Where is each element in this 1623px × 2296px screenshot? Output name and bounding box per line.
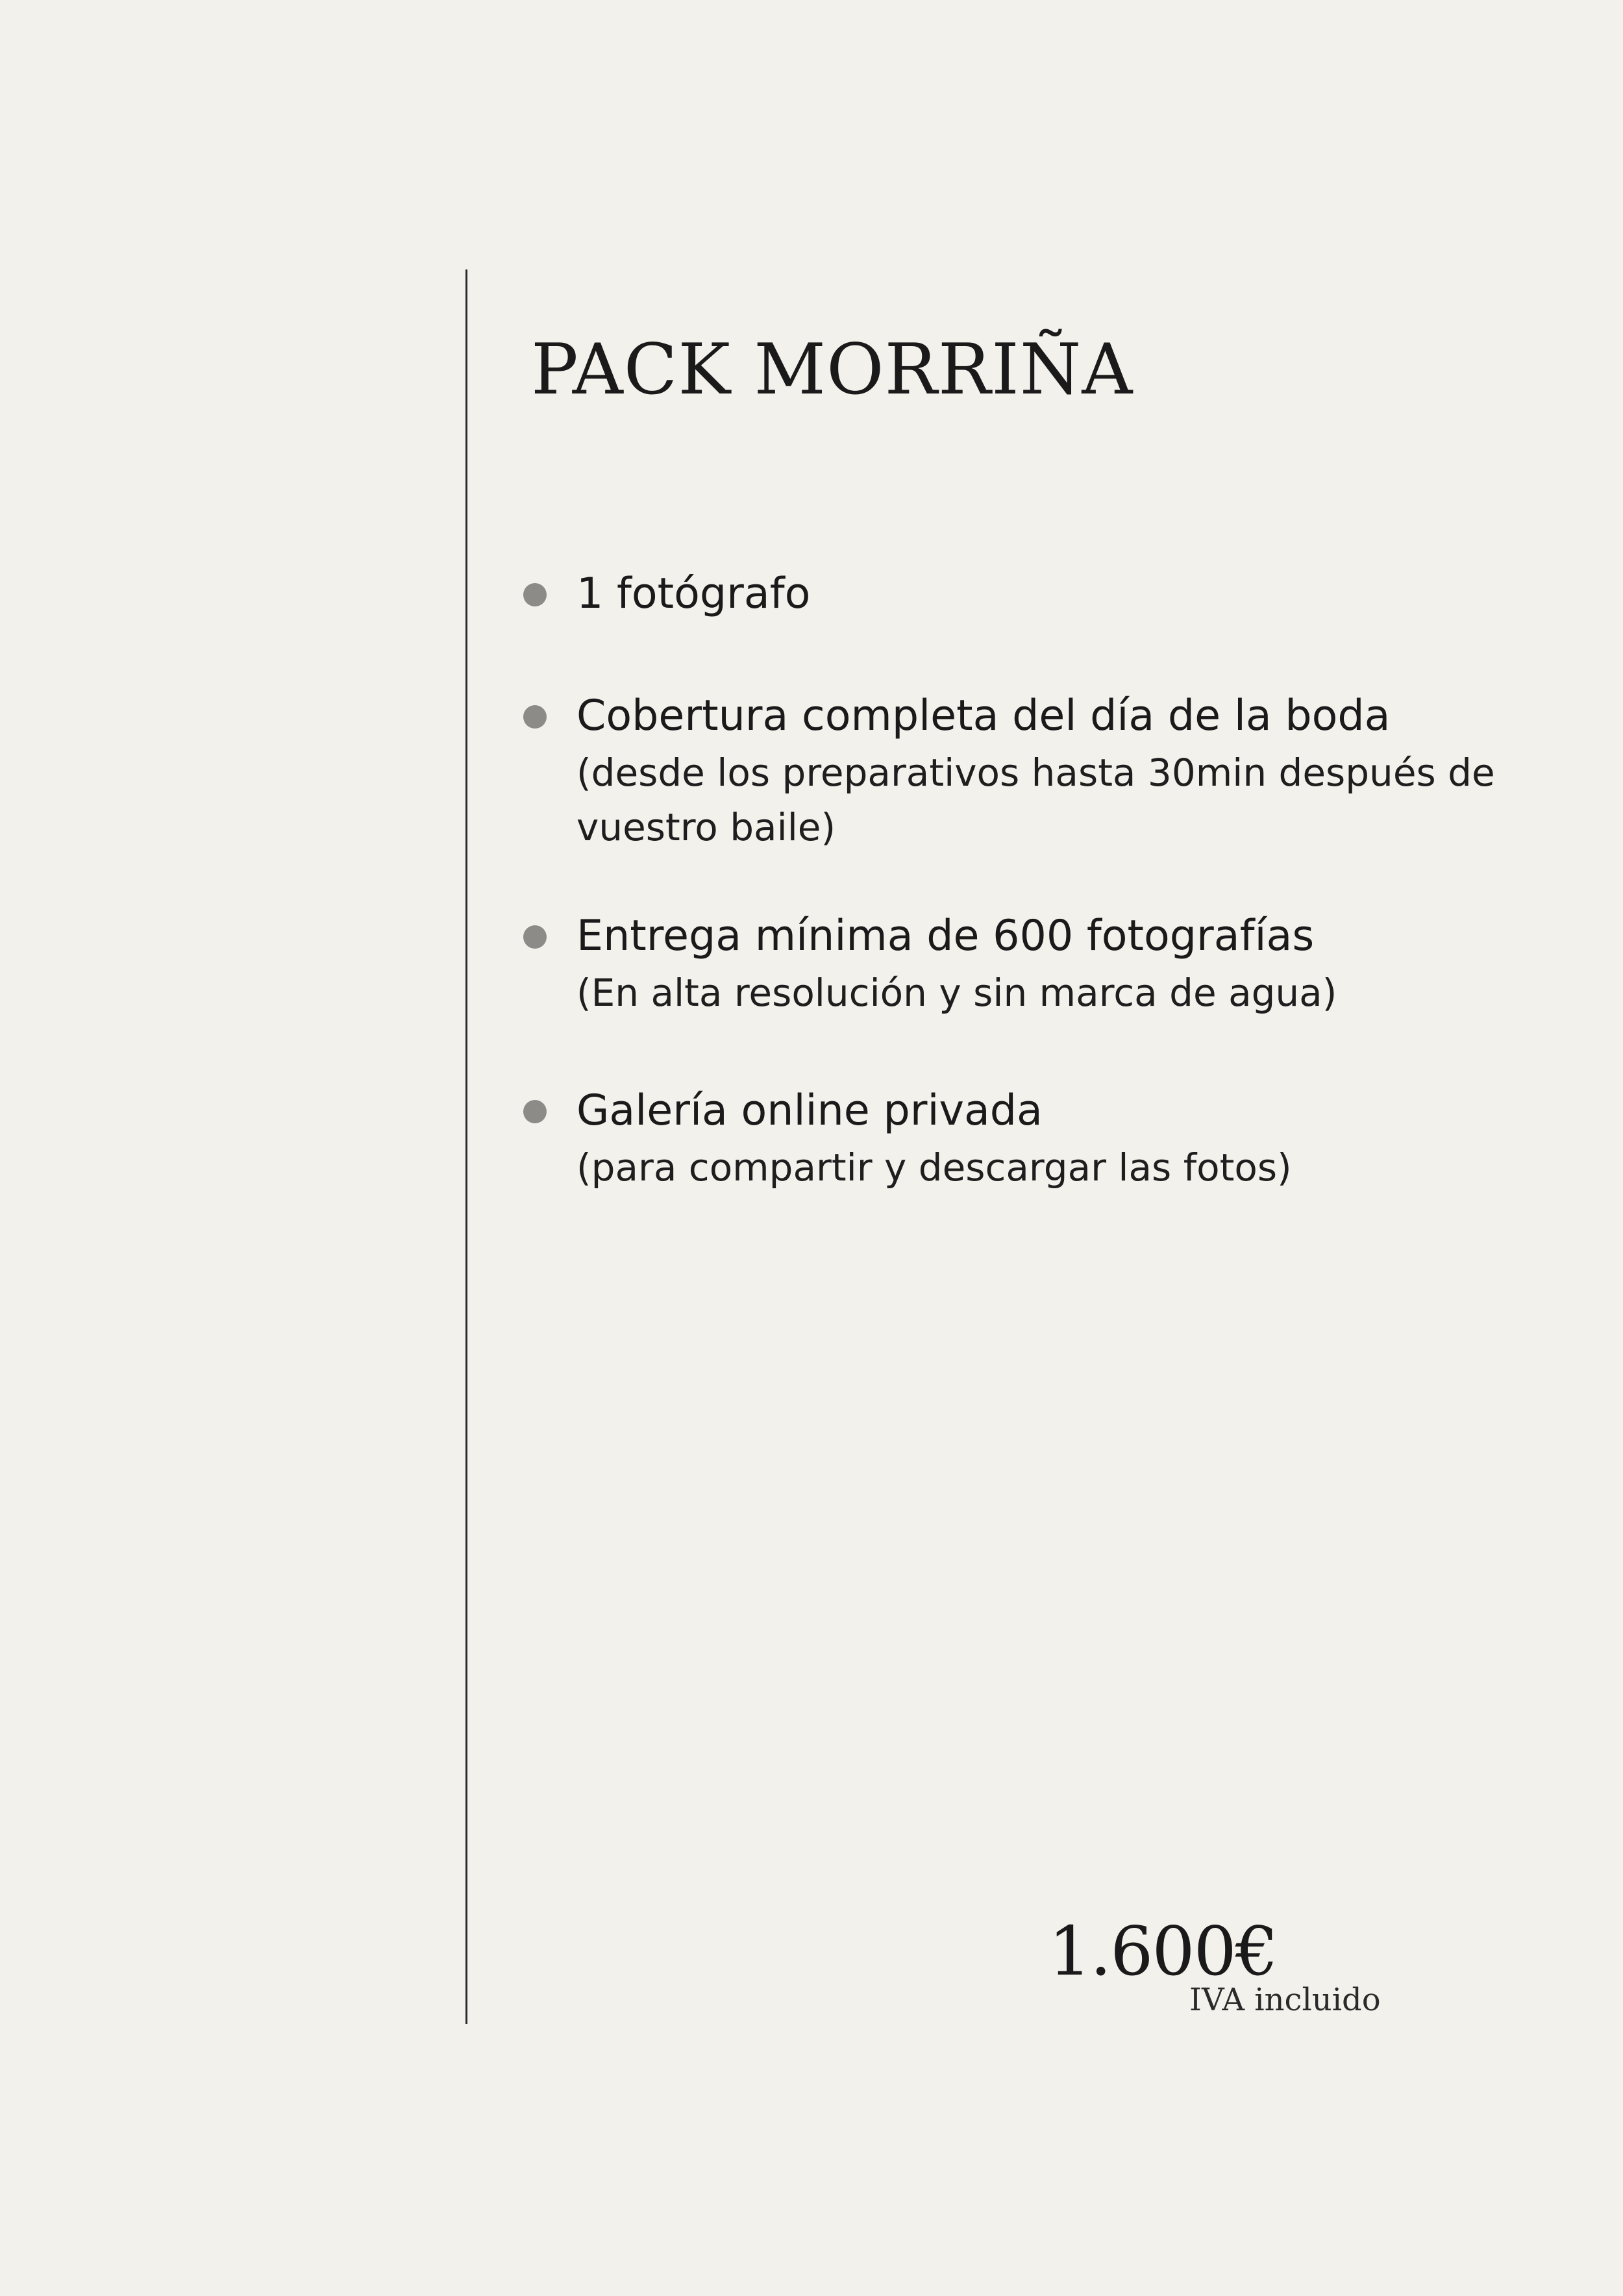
feature-title: Galería online privada	[576, 1086, 1043, 1135]
bullet-dot-icon	[523, 705, 547, 729]
feature-title: Entrega mínima de 600 fotografías	[576, 912, 1315, 960]
feature-detail: (En alta resolución y sin marca de agua)	[576, 971, 1337, 1015]
feature-title: Cobertura completa del día de la boda	[576, 692, 1391, 740]
feature-detail: (para compartir y descargar las fotos)	[576, 1145, 1292, 1190]
bullet-dot-icon	[523, 925, 547, 949]
bullet-dot-icon	[523, 583, 547, 606]
vertical-divider	[465, 269, 467, 2024]
price-value: 1.600€	[1048, 1912, 1277, 1991]
pack-title: PACK MORRIÑA	[531, 329, 1134, 410]
bullet-dot-icon	[523, 1100, 547, 1123]
feature-detail: (desde los preparativos hasta 30min después de vuestro baile)	[576, 751, 1495, 849]
tax-note: IVA incluido	[1189, 1982, 1381, 2018]
feature-title: 1 fotógrafo	[576, 569, 811, 618]
